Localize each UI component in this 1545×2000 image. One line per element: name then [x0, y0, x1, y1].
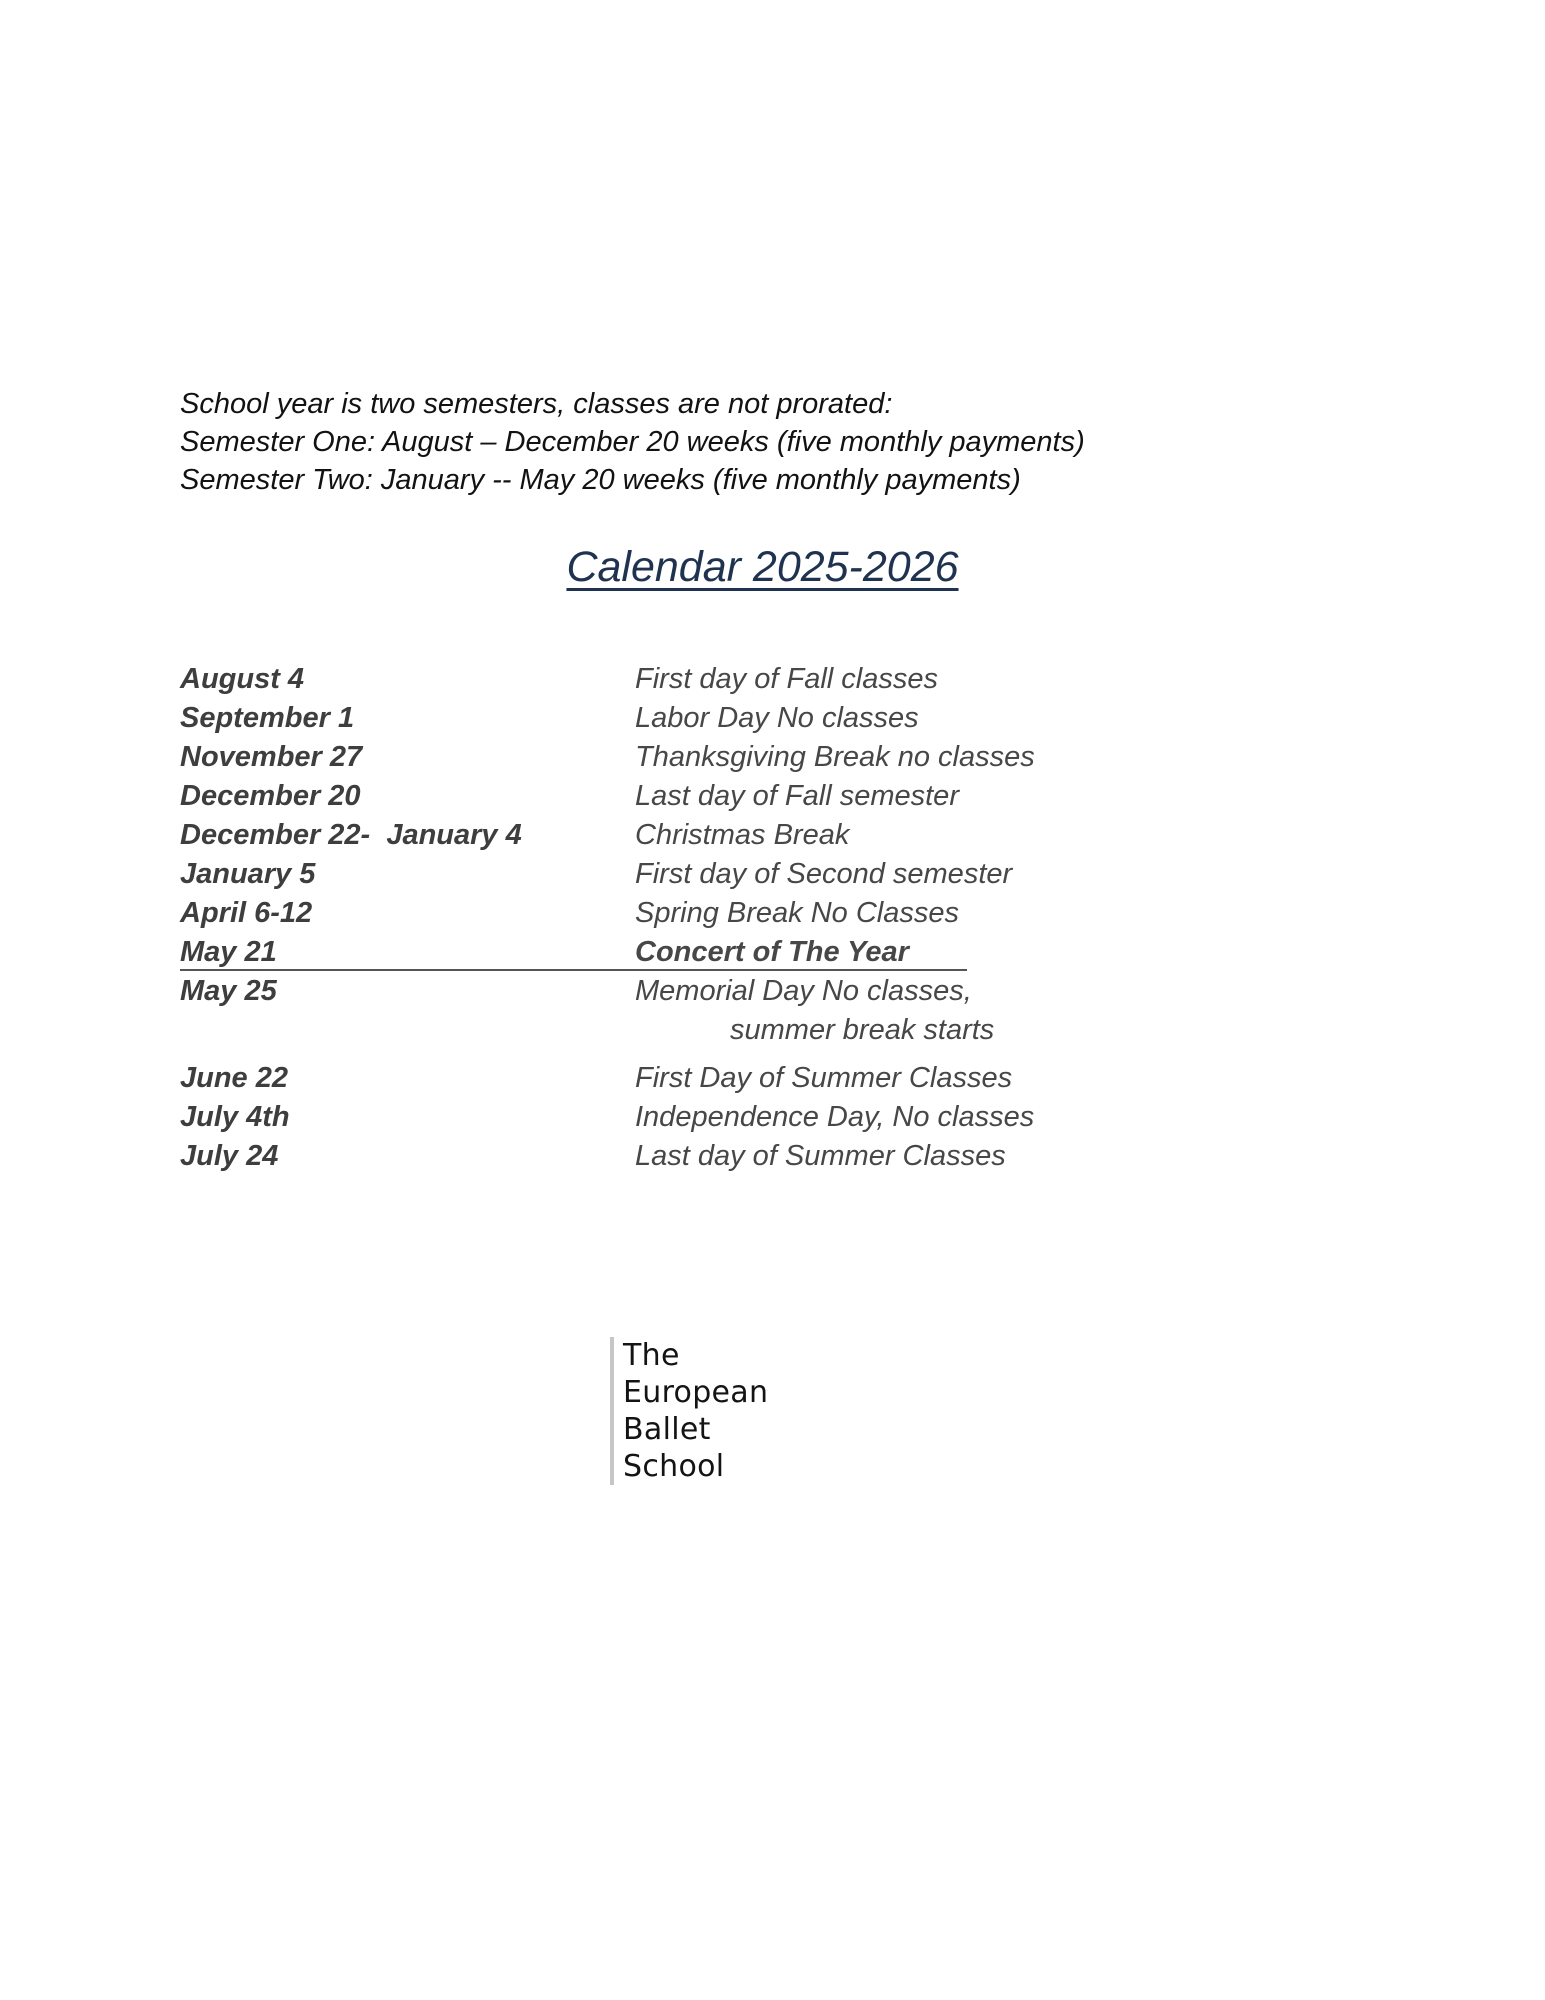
- calendar-description: Christmas Break: [635, 819, 850, 851]
- calendar-date: July 4th: [180, 1101, 290, 1133]
- calendar-row: [180, 816, 1345, 855]
- intro-line-1: School year is two semesters, classes are not prorated:: [180, 388, 893, 420]
- calendar-description: Thanksgiving Break no classes: [635, 741, 1035, 773]
- calendar-description-continuation: summer break starts: [730, 1014, 995, 1046]
- title-row: [180, 541, 1345, 603]
- calendar-description: Last day of Fall semester: [635, 780, 959, 812]
- calendar-description: Labor Day No classes: [635, 702, 919, 734]
- page-title: Calendar 2025-2026: [566, 543, 959, 591]
- calendar-description: Memorial Day No classes, summer break starts: [635, 972, 994, 1050]
- calendar-row: [180, 699, 1345, 738]
- calendar-row: [180, 660, 1345, 699]
- calendar-row: [180, 1137, 1345, 1176]
- calendar-row: [180, 1098, 1345, 1137]
- calendar-date: July 24: [180, 1140, 279, 1172]
- calendar-row: [180, 738, 1345, 777]
- calendar-row: [180, 1059, 1345, 1098]
- calendar-table: [180, 660, 1345, 1176]
- intro-paragraph: [180, 385, 1345, 499]
- intro-line-2: Semester One: August – December 20 weeks (five monthly payments): [180, 426, 1085, 458]
- logo-line-ballet: Ballet: [623, 1412, 711, 1447]
- logo-line-the: The: [623, 1338, 680, 1373]
- calendar-description: First day of Second semester: [635, 858, 1013, 890]
- logo-line-european: European: [623, 1375, 769, 1410]
- calendar-row: [180, 972, 1345, 1050]
- calendar-date: May 25: [180, 975, 277, 1007]
- logo-line-school: School: [623, 1449, 725, 1484]
- calendar-date: August 4: [180, 663, 305, 695]
- calendar-description: First day of Fall classes: [635, 663, 938, 695]
- calendar-row: [180, 933, 1345, 972]
- calendar-date: April 6-12: [180, 897, 313, 929]
- calendar-description: Concert of The Year: [635, 936, 909, 968]
- calendar-row: [180, 777, 1345, 816]
- school-logo: [610, 1337, 768, 1485]
- intro-line-3: Semester Two: January -- May 20 weeks (five monthly payments): [180, 464, 1021, 496]
- calendar-row: [180, 855, 1345, 894]
- calendar-date: January 5: [180, 858, 316, 890]
- document-page: [180, 385, 1345, 1176]
- calendar-date: May 21: [180, 936, 277, 968]
- calendar-date: June 22: [180, 1062, 288, 1094]
- calendar-description: First Day of Summer Classes: [635, 1062, 1013, 1094]
- calendar-description: Independence Day, No classes: [635, 1101, 1035, 1133]
- logo-text: [623, 1337, 768, 1485]
- calendar-row: [180, 894, 1345, 933]
- calendar-description: Last day of Summer Classes: [635, 1140, 1006, 1172]
- logo-vertical-bar: [610, 1337, 614, 1485]
- calendar-description: Spring Break No Classes: [635, 897, 959, 929]
- calendar-date: December 20: [180, 780, 361, 812]
- calendar-date: December 22- January 4: [180, 819, 522, 851]
- calendar-date: November 27: [180, 741, 363, 773]
- calendar-date: September 1: [180, 702, 355, 734]
